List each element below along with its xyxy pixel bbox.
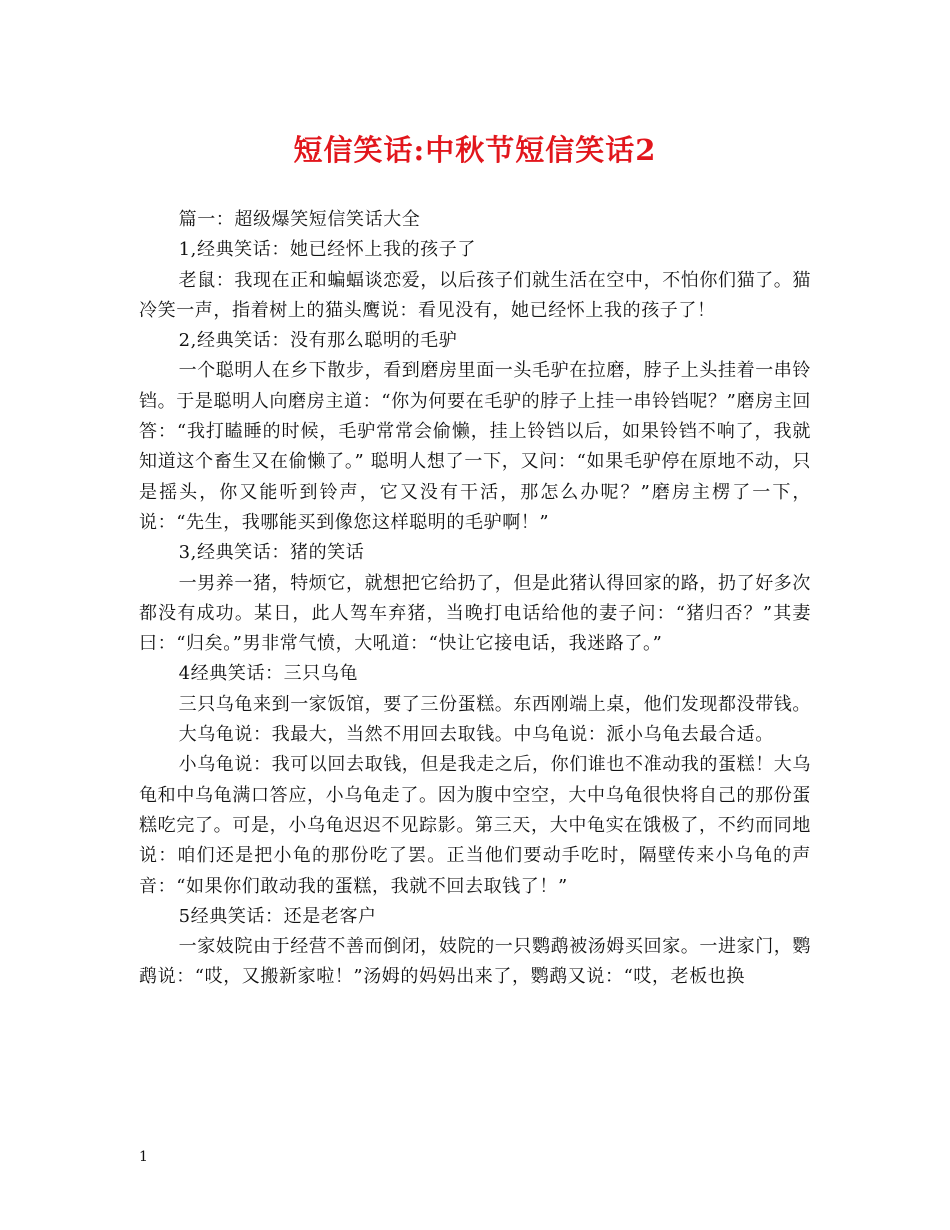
page-number: 1 [139, 1149, 148, 1165]
joke-paragraph-1: 老鼠：我现在正和蝙蝠谈恋爱，以后孩子们就生活在空中，不怕你们猫了。猫冷笑一声，指着树上的猫头鹰说：看见没有，她已经怀上我的孩子了！ [139, 269, 811, 321]
joke-paragraph-4c: 小乌龟说：我可以回去取钱，但是我走之后，你们谁也不准动我的蛋糕！大乌龟和中乌龟满口答应，小乌龟走了。因为腹中空空，大中乌龟很快将自己的那份蛋糕吃完了。可是，小乌龟迟迟不见踪影。第三天，大中龟实在饿极了，不约而同地说：咱们还是把小龟的那份吃了罢。正当他们要动手吃时，隔壁传来小乌龟的声音：“如果你们敢动我的蛋糕，我就不回去取钱了！” [139, 754, 811, 897]
document-title: 短信笑话:中秋节短信笑话2 [293, 133, 657, 167]
section-heading: 篇一：超级爆笑短信笑话大全 [178, 209, 421, 230]
document-body [139, 205, 811, 993]
joke-paragraph-4a: 三只乌龟来到一家饭馆，要了三份蛋糕。东西刚端上桌，他们发现都没带钱。 [178, 693, 811, 715]
joke-heading-1: 1,经典笑话：她已经怀上我的孩子了 [178, 239, 476, 261]
joke-paragraph-5: 一家妓院由于经营不善而倒闭，妓院的一只鹦鹉被汤姆买回家。一进家门，鹦鹉说：“哎，又搬新家啦！”汤姆的妈妈出来了，鹦鹉又说：“哎，老板也换 [139, 936, 811, 988]
joke-heading-5: 5经典笑话：还是老客户 [178, 905, 377, 927]
joke-heading-2: 2,经典笑话：没有那么聪明的毛驴 [178, 330, 458, 352]
joke-heading-3: 3,经典笑话：猪的笑话 [178, 542, 365, 564]
joke-paragraph-4b: 大乌龟说：我最大，当然不用回去取钱。中乌龟说：派小乌龟去最合适。 [178, 724, 774, 746]
joke-paragraph-3: 一男养一猪，特烦它，就想把它给扔了，但是此猪认得回家的路，扔了好多次都没有成功。某日，此人驾车弃猪，当晚打电话给他的妻子问：“猪归否？”其妻曰：“归矣。”男非常气愤，大吼道：“快让它接电话，我迷路了。” [139, 572, 811, 655]
joke-paragraph-2: 一个聪明人在乡下散步，看到磨房里面一头毛驴在拉磨，脖子上头挂着一串铃铛。于是聪明人向磨房主道：“你为何要在毛驴的脖子上挂一串铃铛呢？”磨房主回答：“我打瞌睡的时候，毛驴常常会偷懒，挂上铃铛以后，如果铃铛不响了，我就知道这个畜生又在偷懒了。” 聪明人想了一下，又问：“如果毛驴停在原地不动，只是摇头，你又能听到铃声，它又没有干活，那怎么办呢？”磨房主楞了一下，说：“先生，我哪能买到像您这样聪明的毛驴啊！” [139, 360, 811, 533]
joke-heading-4: 4经典笑话：三只乌龟 [178, 663, 359, 685]
